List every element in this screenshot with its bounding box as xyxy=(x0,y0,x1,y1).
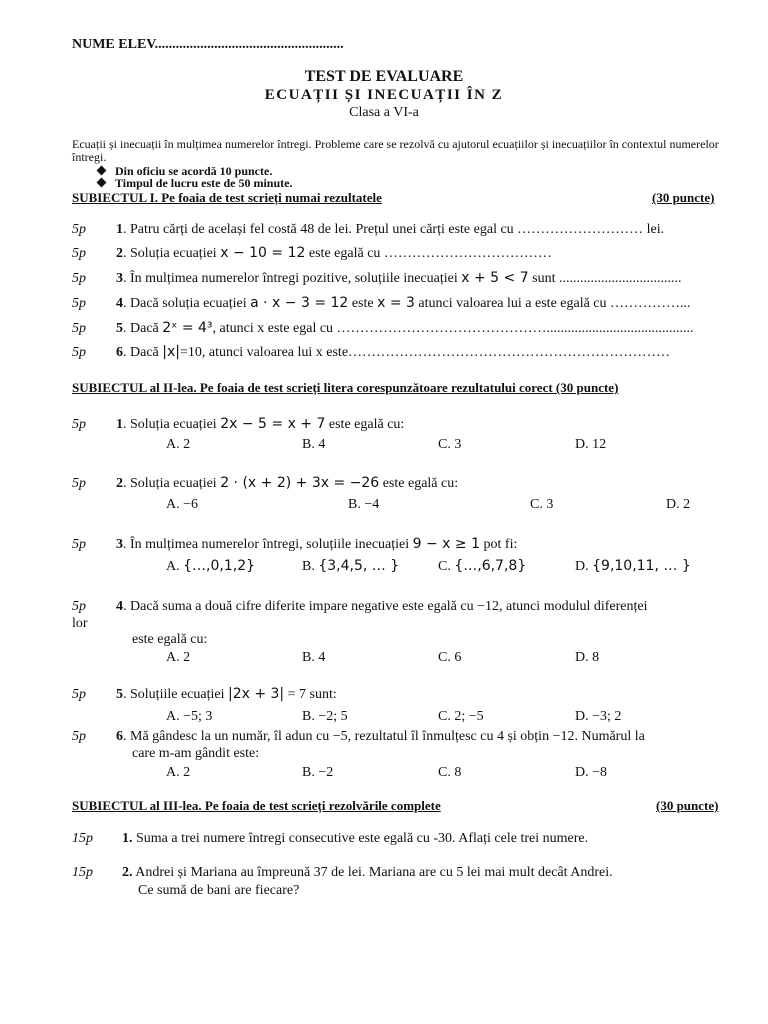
s2-question-1: 5p 1. Soluția ecuației 2x − 5 = x + 7 este egală cu: xyxy=(72,416,405,432)
s1-item-5: 5p 5. Dacă 2ˣ = 4³, atunci x este egal cu ……………………………………….......................................... xyxy=(72,320,694,336)
equation: a · x − 3 = 12 xyxy=(250,295,349,311)
q5-option-b: B. −2; 5 xyxy=(302,709,348,724)
equation: 2ˣ = 4³ xyxy=(162,320,213,336)
s2-question-2: 5p 2. Soluția ecuației 2 · (x + 2) + 3x = −26 este egală cu: xyxy=(72,475,459,491)
test-title: TEST DE EVALUARE xyxy=(304,68,464,85)
q1-option-c: C. 3 xyxy=(438,437,462,452)
s2-question-6: 5p 6. Mă gândesc la un număr, îl adun cu −5, rezultatul îl înmulțesc cu 4 și obțin −12. Numărul la xyxy=(72,729,645,744)
q4-option-a: A. 2 xyxy=(166,650,191,665)
s1-item-3: 5p 3. În mulțimea numerelor întregi pozitive, soluțiile inecuației x + 5 < 7 sunt ................................... xyxy=(72,270,682,286)
s2-question-4: 5p 4. Dacă suma a două cifre diferite impare negative este egală cu −12, atunci modulul diferenței xyxy=(72,599,648,614)
s1-item-4: 5p 4. Dacă soluția ecuației a · x − 3 = 12 este x = 3 atunci valoarea lui a este egală cu ……………... xyxy=(72,295,691,311)
s2-question-3: 5p 3. În mulțimea numerelor întregi, soluțiile inecuației 9 − x ≥ 1 pot fi: xyxy=(72,536,518,552)
q1-option-d: D. 12 xyxy=(575,437,607,452)
test-subtitle: ECUAȚII ȘI INECUAȚII ÎN Z xyxy=(264,87,504,103)
description-line2: întregi. xyxy=(72,150,107,164)
q2-option-a: A. −6 xyxy=(166,497,199,512)
q6-option-b: B. −2 xyxy=(302,765,334,780)
description-line1: Ecuații și inecuații în mulțimea numerelor întregi. Probleme care se rezolvă cu ajutorul ecuațiilor și inecuațiilor în contextul numerelor xyxy=(72,137,719,151)
q4-option-c: C. 6 xyxy=(438,650,462,665)
s3-problem-1: 15p 1. Suma a trei numere întregi consecutive este egală cu -30. Aflați cele trei numere. xyxy=(72,831,589,846)
s1-item-6: 5p 6. Dacă |x|=10, atunci valoarea lui x este…………………………………………………………… xyxy=(72,344,671,360)
q6-option-c: C. 8 xyxy=(438,765,462,780)
q6-option-d: D. −8 xyxy=(575,765,608,780)
diamond-bullet-icon xyxy=(97,178,107,188)
absolute-value-equation: |2x + 3| xyxy=(227,686,285,702)
q4-line-2: este egală cu: xyxy=(132,632,208,647)
q1-option-a: A. 2 xyxy=(166,437,191,452)
section1-heading: SUBIECTUL I. Pe foaia de test scrieți numai rezultatele xyxy=(72,190,382,205)
q1-option-b: B. 4 xyxy=(302,437,326,452)
q4-line-continuation: lor xyxy=(72,616,88,631)
q6-line-2: care m-am gândit este: xyxy=(132,746,260,761)
inequation: 9 − x ≥ 1 xyxy=(412,536,481,552)
equation: 2 · (x + 2) + 3x = −26 xyxy=(220,475,380,491)
section1-points: (30 puncte) xyxy=(652,190,715,205)
s1-item-1: 5p 1. Patru cărți de același fel costă 48 de lei. Prețul unei cărți este egal cu ……………………… lei. xyxy=(72,222,665,237)
section3-heading: SUBIECTUL al III-lea. Pe foaia de test scrieți rezolvările complete xyxy=(72,798,441,813)
section3-points: (30 puncte) xyxy=(656,798,719,813)
q5-option-d: D. −3; 2 xyxy=(575,709,622,724)
q2-option-d: D. 2 xyxy=(666,497,691,512)
absolute-value: |x| xyxy=(162,344,180,360)
q3-option-a: A. {…,0,1,2} xyxy=(166,558,256,574)
s1-item-2: 5p 2. Soluția ecuației x − 10 = 12 este egală cu ……………………………… xyxy=(72,245,552,261)
s3-problem-2-line2: Ce sumă de bani are fiecare? xyxy=(138,883,300,898)
equation: 2x − 5 = x + 7 xyxy=(220,416,326,432)
student-name-line: NUME ELEV...................................................... xyxy=(72,37,344,52)
q6-option-a: A. 2 xyxy=(166,765,191,780)
bullet-official-points: Din oficiu se acordă 10 puncte. xyxy=(98,164,272,179)
q3-option-c: C. {…,6,7,8} xyxy=(438,558,527,574)
q4-option-b: B. 4 xyxy=(302,650,326,665)
inequation: x + 5 < 7 xyxy=(461,270,529,286)
solution: x = 3 xyxy=(377,295,415,311)
q2-option-b: B. −4 xyxy=(348,497,380,512)
q3-option-b: B. {3,4,5, … } xyxy=(302,558,400,574)
q4-option-d: D. 8 xyxy=(575,650,600,665)
bullet-time-limit: Timpul de lucru este de 50 minute. xyxy=(98,176,292,191)
section2-heading: SUBIECTUL al II-lea. Pe foaia de test scrieți litera corespunzătoare rezultatului corect (30 puncte) xyxy=(72,380,619,395)
q5-option-a: A. −5; 3 xyxy=(166,709,213,724)
class-label: Clasa a VI-a xyxy=(349,105,419,120)
q3-option-d: D. {9,10,11, … } xyxy=(575,558,691,574)
s2-question-5: 5p 5. Soluțiile ecuației |2x + 3| = 7 sunt: xyxy=(72,686,337,702)
diamond-bullet-icon xyxy=(97,166,107,176)
s3-problem-2: 15p 2. Andrei și Mariana au împreună 37 de lei. Mariana are cu 5 lei mai mult decât Andrei. xyxy=(72,865,613,880)
q2-option-c: C. 3 xyxy=(530,497,554,512)
equation: x − 10 = 12 xyxy=(220,245,306,261)
q5-option-c: C. 2; −5 xyxy=(438,709,484,724)
